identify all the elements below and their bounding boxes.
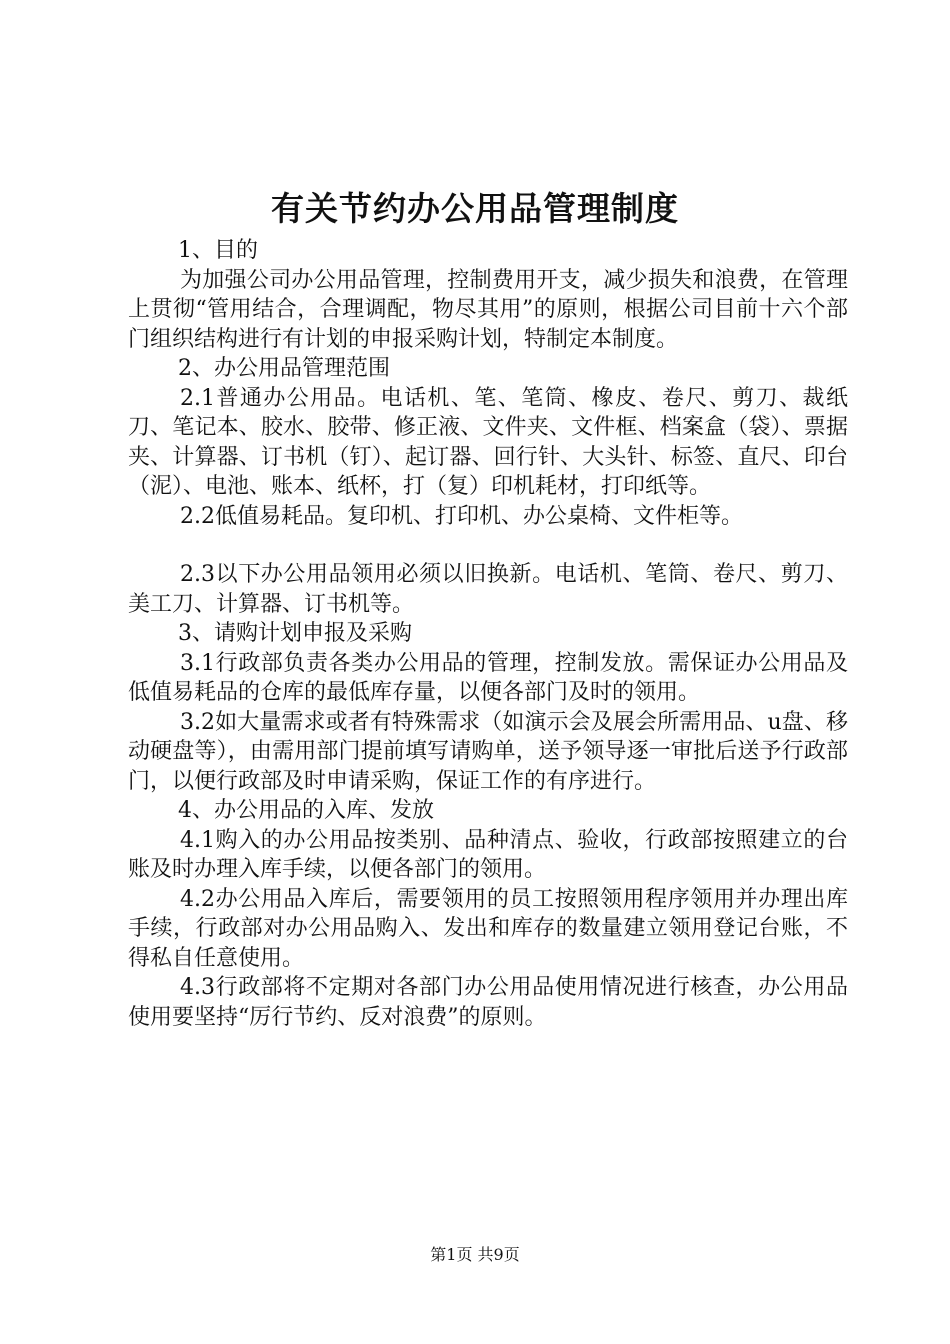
section-3-2-paragraph: 3.2如大量需求或者有特殊需求（如演示会及展会所需用品、u盘、移动硬盘等），由需用部门提前填写请购单，送予领导逐一审批后送予行政部门，以便行政部及时申请采购，保证工作的有序进行。 <box>128 709 848 794</box>
document-title: 有关节约办公用品管理制度 <box>271 189 679 228</box>
section-2-1-paragraph: 2.1普通办公用品。电话机、笔、笔筒、橡皮、卷尺、剪刀、裁纸刀、笔记本、胶水、胶带、修正液、文件夹、文件框、档案盒（袋）、票据夹、计算器、订书机（钉）、起订器、回行针、大头针、标签、直尺、印台（泥）、电池、账本、纸杯，打（复）印机耗材，打印纸等。 <box>128 385 848 499</box>
section-4-heading: 4、办公用品的入库、发放 <box>178 798 434 823</box>
section-1-heading: 1、目的 <box>178 238 258 263</box>
section-1-paragraph: 为加强公司办公用品管理，控制费用开支，减少损失和浪费，在管理上贯彻“管用结合，合理调配，物尽其用”的原则，根据公司目前十六个部门组织结构进行有计划的申报采购计划，特制定本制度。 <box>128 267 848 352</box>
section-4-2-paragraph: 4.2办公用品入库后，需要领用的员工按照领用程序领用并办理出库手续，行政部对办公用品购入、发出和库存的数量建立领用登记台账，不得私自任意使用。 <box>128 886 848 971</box>
section-4-3-paragraph: 4.3行政部将不定期对各部门办公用品使用情况进行核查，办公用品使用要坚持“厉行节约、反对浪费”的原则。 <box>128 975 848 1030</box>
section-2-2-paragraph: 2.2低值易耗品。复印机、打印机、办公桌椅、文件柜等。 <box>180 503 743 529</box>
section-3-heading: 3、请购计划申报及采购 <box>178 621 412 646</box>
section-2-3-paragraph: 2.3以下办公用品领用必须以旧换新。电话机、笔筒、卷尺、剪刀、美工刀、计算器、订书机等。 <box>128 562 848 617</box>
section-4-1-paragraph: 4.1购入的办公用品按类别、品种清点、验收，行政部按照建立的台账及时办理入库手续，以便各部门的领用。 <box>128 827 848 882</box>
section-2-heading: 2、办公用品管理范围 <box>178 356 390 381</box>
document-body <box>128 236 848 1032</box>
section-3-1-paragraph: 3.1行政部负责各类办公用品的管理，控制发放。需保证办公用品及低值易耗品的仓库的最低库存量，以便各部门及时的领用。 <box>128 650 848 705</box>
page-footer: 第1页 共9页 <box>430 1245 520 1264</box>
